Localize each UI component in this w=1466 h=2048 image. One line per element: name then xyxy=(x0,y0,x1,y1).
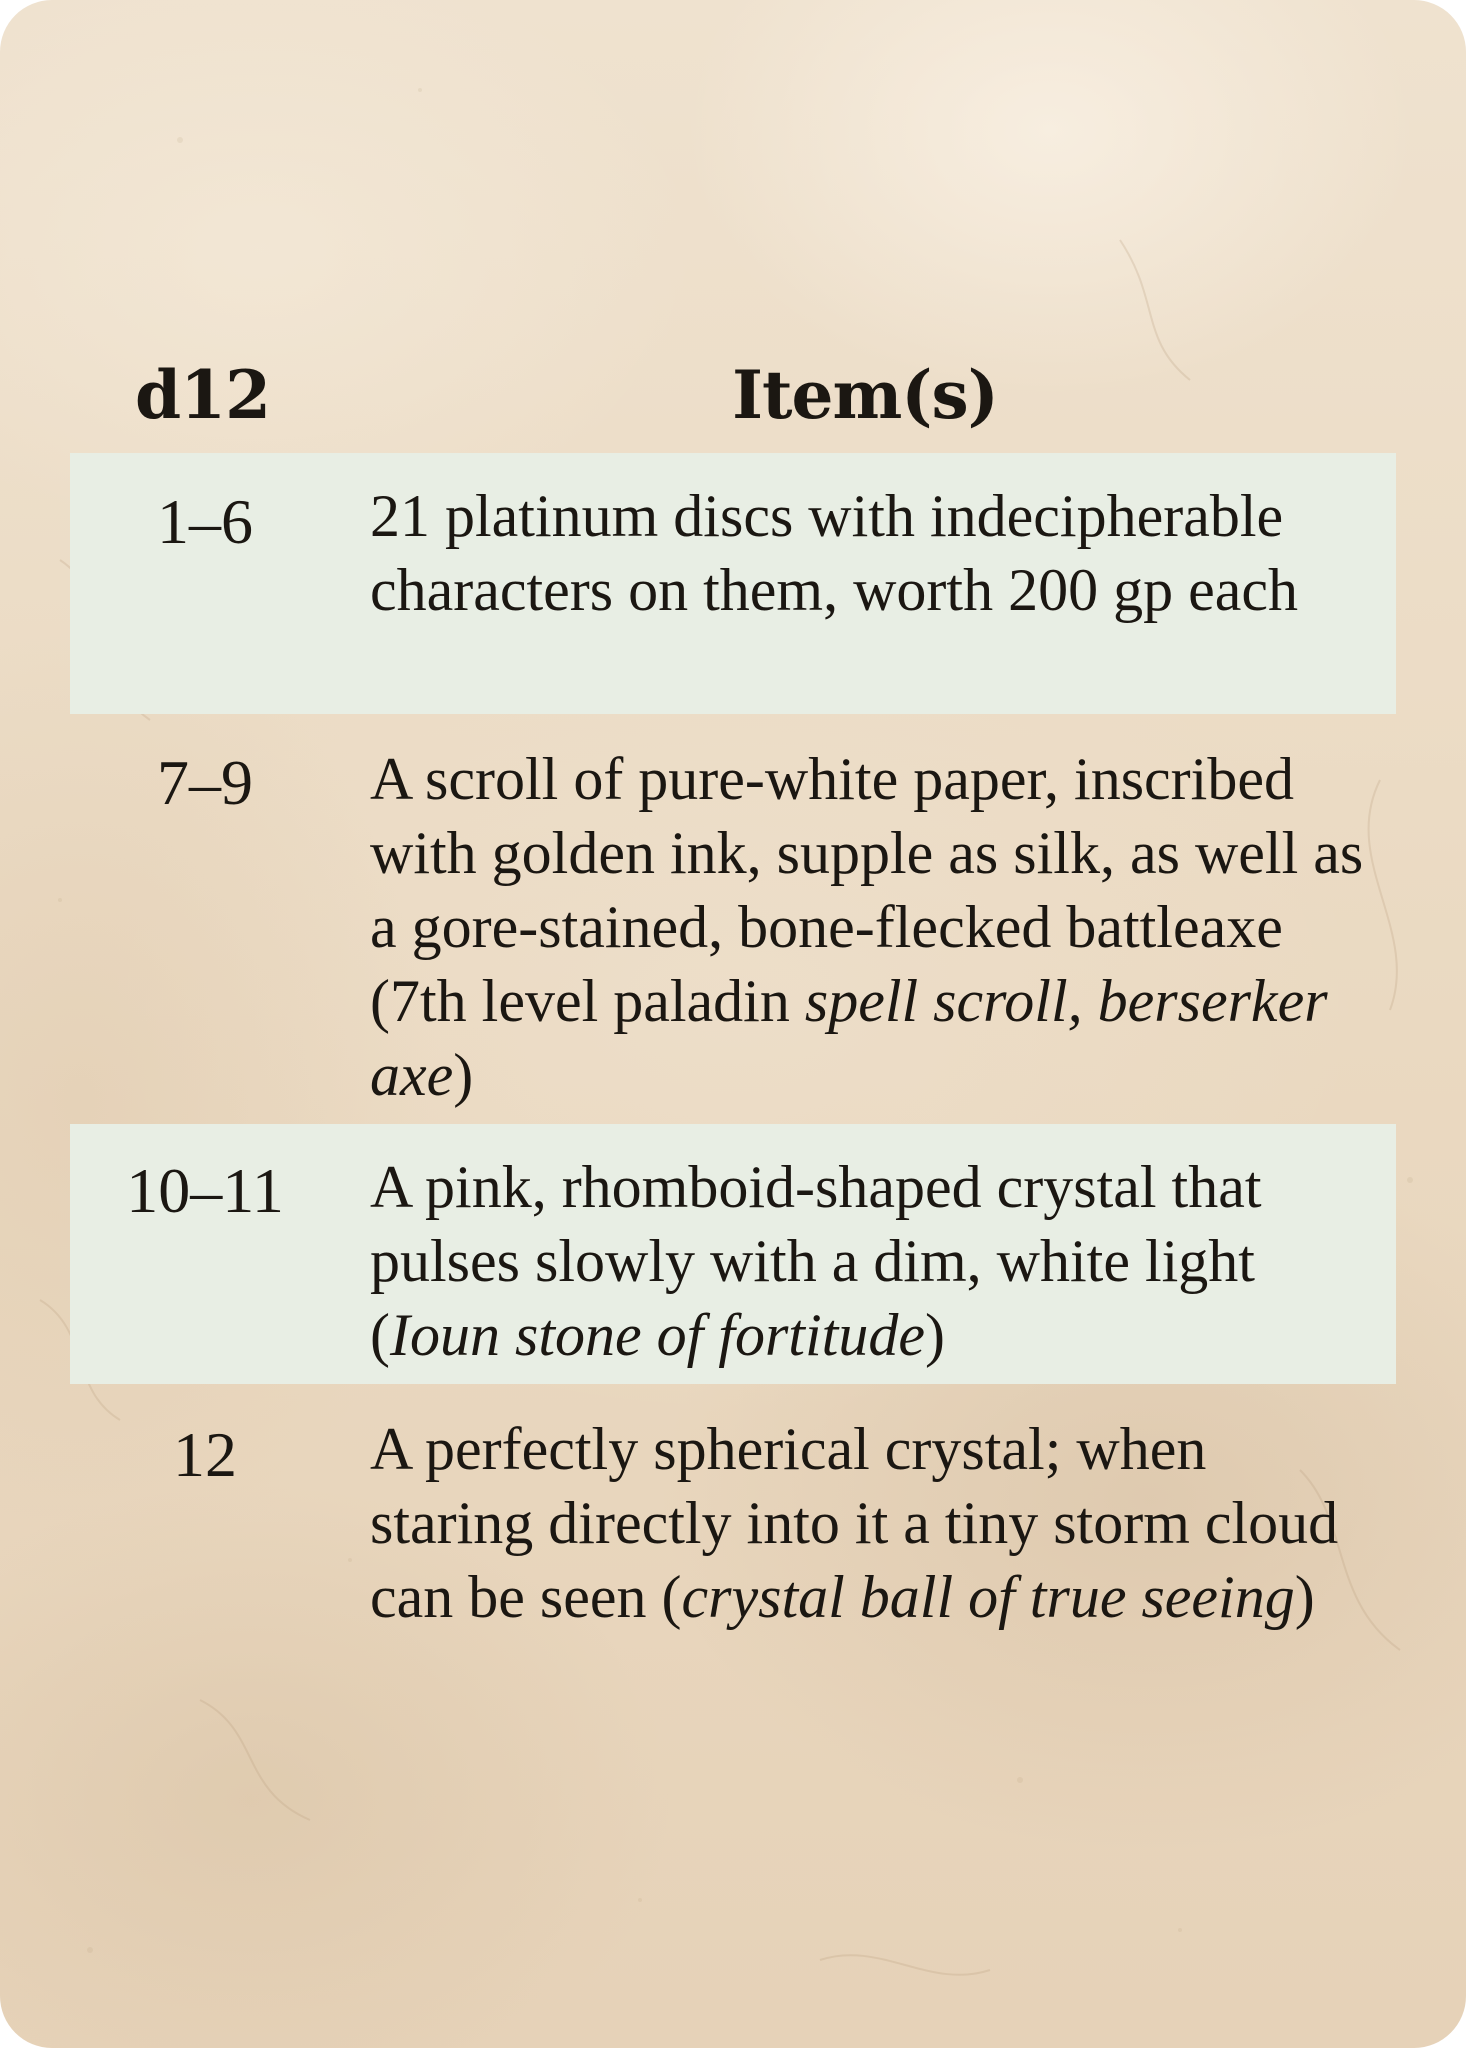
item-text: 21 platinum discs with indecipherable characters on them, worth 200 gp each xyxy=(370,483,1298,623)
item-closing: ) xyxy=(924,1302,945,1368)
item-description xyxy=(370,479,1380,627)
table-header xyxy=(0,345,1466,445)
item-italic-name: crystal ball of true seeing xyxy=(681,1564,1295,1630)
item-italic-name: spell scroll, berserker axe xyxy=(370,968,1328,1108)
item-description xyxy=(370,1412,1380,1634)
item-column-header: Item(s) xyxy=(732,356,998,434)
item-description xyxy=(370,742,1380,1112)
item-closing: ) xyxy=(453,1042,474,1108)
roll-range: 12 xyxy=(173,1419,237,1490)
table-row xyxy=(70,453,1396,714)
roll-range: 1–6 xyxy=(157,486,253,557)
item-text: A pink, rhomboid-shaped crystal that pulses slowly with a dim, white light ( xyxy=(370,1154,1262,1368)
item-text: A scroll of pure-white paper, inscribed with golden ink, supple as silk, as well as a gore-stained, bone-flecked battleaxe (7th level paladin xyxy=(370,746,1364,1034)
roll-range: 7–9 xyxy=(157,747,253,818)
roll-range: 10–11 xyxy=(126,1155,284,1226)
item-closing: ) xyxy=(1294,1564,1315,1630)
table-row xyxy=(70,714,1396,1124)
roll-column-header: d12 xyxy=(135,356,270,434)
table-row xyxy=(70,1124,1396,1384)
item-description xyxy=(370,1150,1380,1372)
table-row xyxy=(70,1384,1396,1714)
item-italic-name: Ioun stone of fortitude xyxy=(389,1302,925,1368)
item-text: A perfectly spherical crystal; when staring directly into it a tiny storm cloud can be seen ( xyxy=(370,1416,1339,1630)
